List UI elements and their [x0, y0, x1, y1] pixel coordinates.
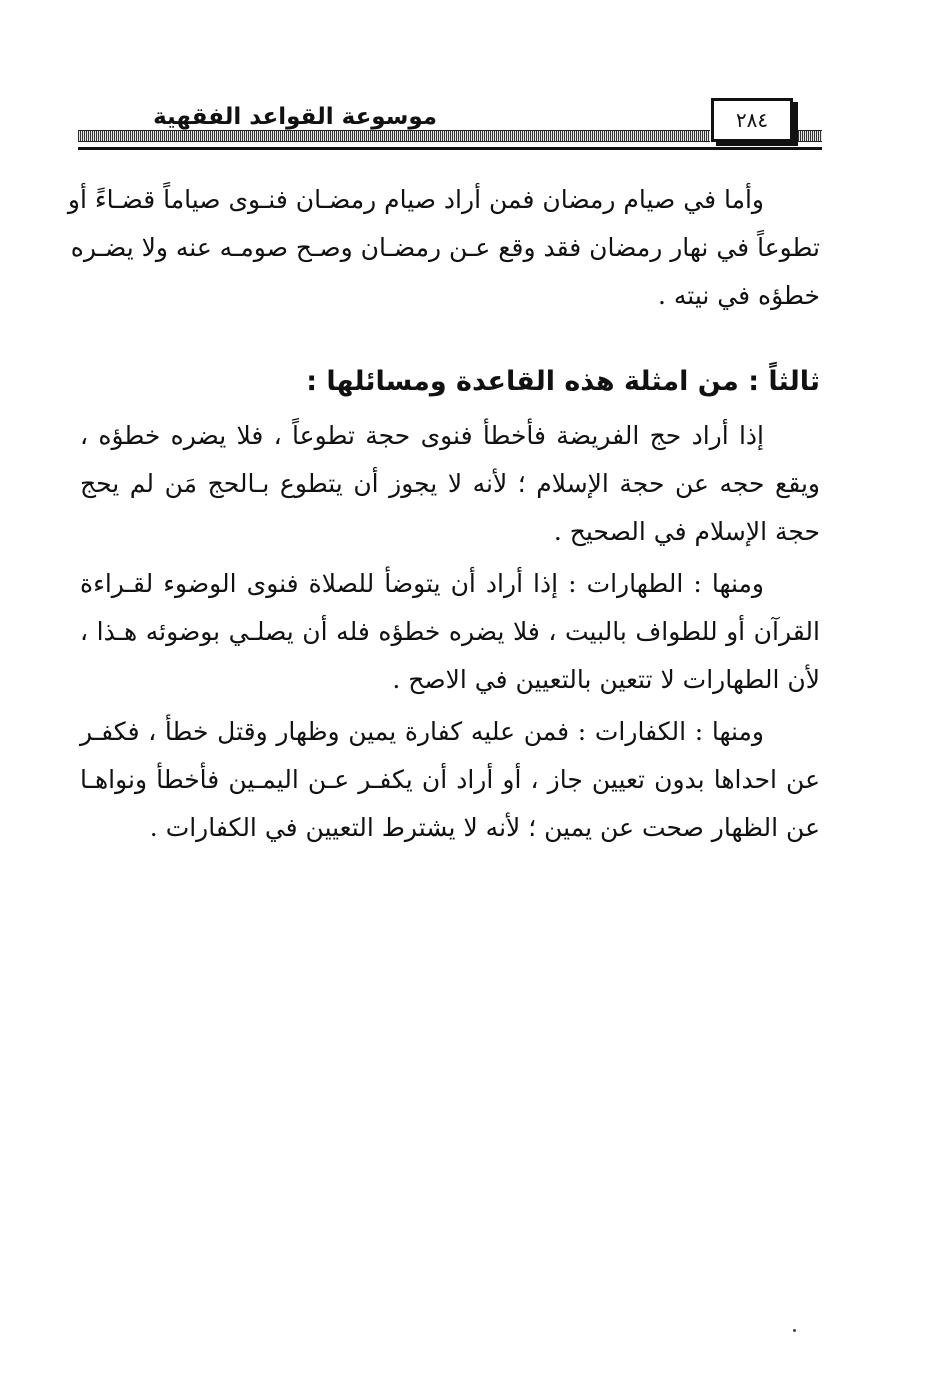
header-title: موسوعة القواعد الفقهية	[153, 104, 437, 130]
text-line: خطؤه في نيته .	[658, 281, 820, 310]
page-body	[67, 176, 820, 852]
text-line: القرآن أو للطواف بالبيت ، فلا يضره خطؤه فله أن يصلـي بوضوئه هـذا ،	[80, 617, 820, 646]
text-line: إذا أراد حج الفريضة فأخطأ فنوى حجة تطوعاً ، فلا يضره خطؤه ،	[80, 421, 764, 450]
text-line: لأن الطهارات لا تتعين بالتعيين في الاصح .	[392, 665, 820, 694]
paragraph-intro	[67, 176, 820, 320]
section-heading: ثالثاً : من امثلة هذه القاعدة ومسائلها :	[306, 366, 820, 397]
page-number: ٢٨٤	[711, 98, 793, 142]
header-hatch-band	[78, 130, 710, 142]
header-hatch-band-right	[796, 130, 822, 142]
text-line: ومنها : الكفارات : فمن عليه كفارة يمين وظهار وقتل خطأ ، فكفـر	[80, 717, 764, 746]
header-rule	[78, 147, 822, 150]
text-line: حجة الإسلام في الصحيح .	[553, 517, 820, 546]
text-line: وأما في صيام رمضان فمن أراد صيام رمضـان فنـوى صياماً قضـاءً أو	[67, 185, 764, 214]
text-line: عن الظهار صحت عن يمين ؛ لأنه لا يشترط التعيين في الكفارات .	[149, 813, 820, 842]
paragraph-hajj	[80, 412, 820, 556]
running-header	[78, 96, 822, 156]
paragraph-purification	[80, 560, 820, 704]
scan-speck	[793, 1329, 796, 1332]
text-line: عن احداها بدون تعيين جاز ، أو أراد أن يكفـر عـن اليمـين فأخطأ ونواهـا	[80, 765, 820, 794]
text-line: ومنها : الطهارات : إذا أراد أن يتوضأ للصلاة فنوى الوضوء لقـراءة	[80, 569, 764, 598]
paragraph-expiations	[80, 708, 820, 852]
text-line: تطوعاً في نهار رمضان فقد وقع عـن رمضـان وصـح صومـه عنه ولا يضـره	[70, 233, 820, 262]
text-line: ويقع حجه عن حجة الإسلام ؛ لأنه لا يجوز أن يتطوع بـالحج مَن لم يحج	[80, 469, 820, 498]
